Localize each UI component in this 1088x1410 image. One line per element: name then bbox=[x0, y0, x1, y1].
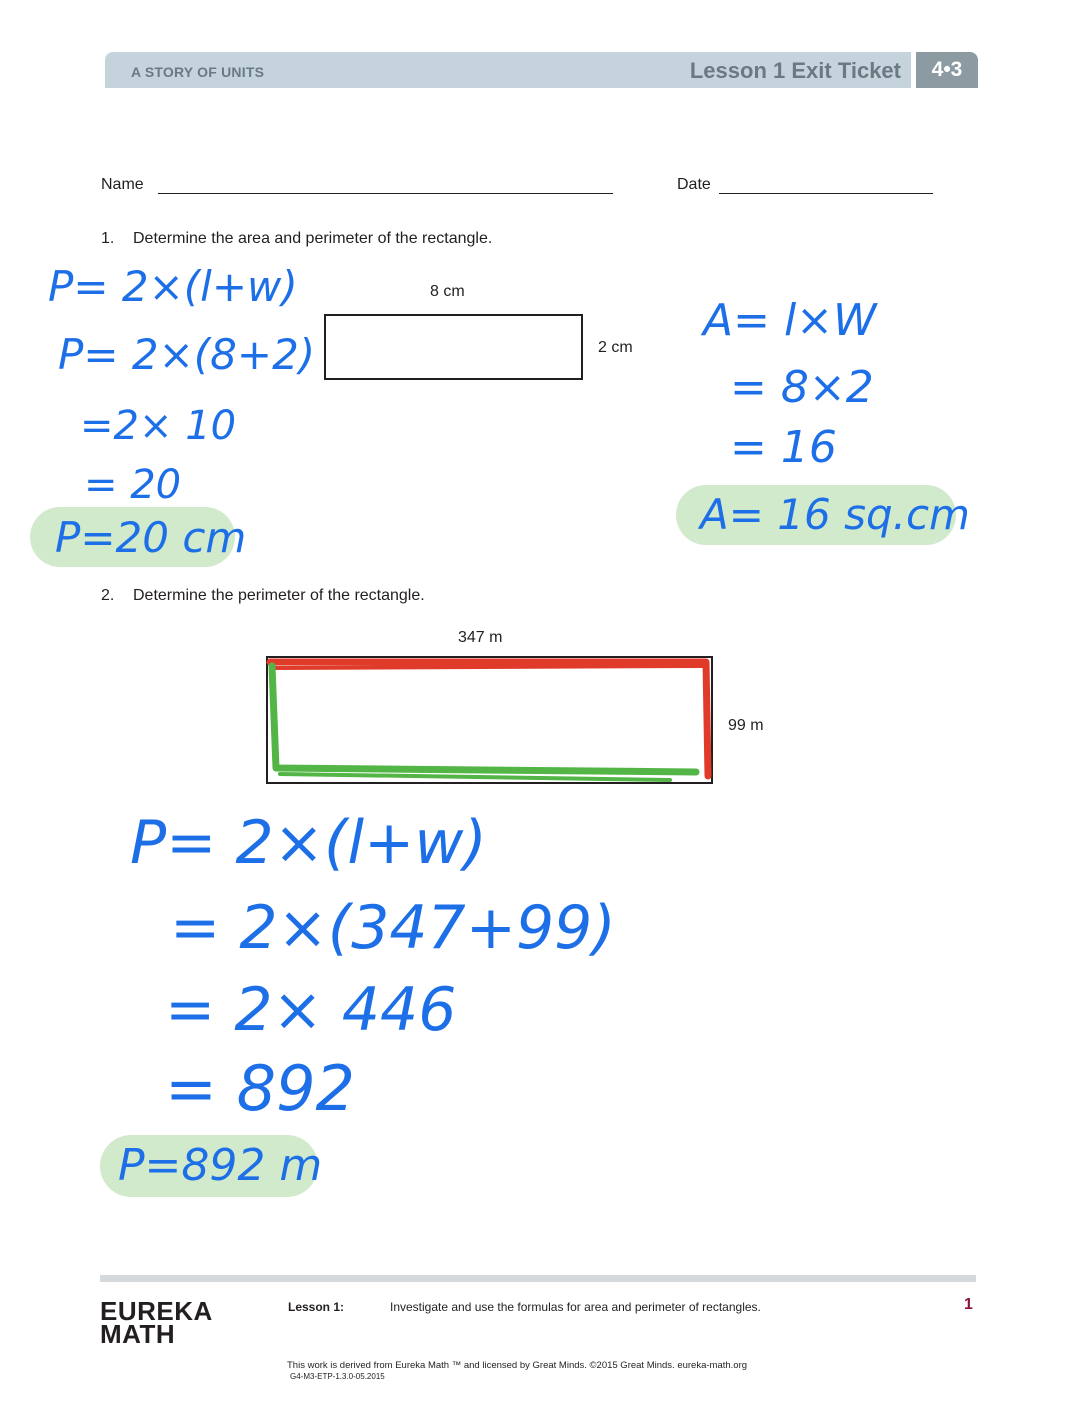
date-label: Date bbox=[677, 176, 711, 193]
license-text: This work is derived from Eureka Math ™ and licensed by Great Minds. ©2015 Great Minds. eureka-math.org bbox=[287, 1360, 748, 1371]
q1-perimeter-step-1: P= 2×(l+w) bbox=[48, 262, 298, 311]
page-number: 1 bbox=[964, 1296, 973, 1313]
q1-width-label: 2 cm bbox=[598, 339, 633, 356]
q2-perimeter-step-2: = 2×(347+99) bbox=[170, 893, 616, 963]
q2-perimeter-answer: P=892 m bbox=[118, 1140, 323, 1191]
q1-area-answer: A= 16 sq.cm bbox=[700, 490, 970, 539]
q1-rectangle bbox=[324, 314, 583, 380]
q1-length-label: 8 cm bbox=[430, 283, 465, 300]
date-field[interactable] bbox=[719, 193, 933, 194]
eureka-math-logo bbox=[100, 1296, 213, 1349]
q2-perimeter-step-3: = 2× 446 bbox=[165, 975, 457, 1045]
grade-badge: 4•3 bbox=[916, 52, 978, 88]
question-1-text: Determine the area and perimeter of the rectangle. bbox=[133, 230, 493, 247]
q1-perimeter-step-3: =2× 10 bbox=[80, 403, 237, 449]
q1-perimeter-step-4: = 20 bbox=[84, 462, 182, 508]
q2-perimeter-step-1: P= 2×(l+w) bbox=[130, 808, 487, 878]
q2-perimeter-step-4: = 892 bbox=[165, 1052, 355, 1125]
question-2-number: 2. bbox=[101, 587, 115, 604]
footer-lesson-description: Investigate and use the formulas for area and perimeter of rectangles. bbox=[390, 1300, 761, 1314]
footer-rule bbox=[100, 1275, 976, 1282]
series-title: A STORY OF UNITS bbox=[131, 64, 265, 80]
q1-area-step-3: = 16 bbox=[730, 422, 837, 473]
q1-perimeter-step-2: P= 2×(8+2) bbox=[58, 330, 316, 379]
footer-lesson-label: Lesson 1: bbox=[288, 1300, 345, 1314]
document-code: G4-M3-ETP-1.3.0-05.2015 bbox=[290, 1372, 385, 1381]
q1-area-step-2: = 8×2 bbox=[730, 362, 874, 413]
q2-width-label: 99 m bbox=[728, 717, 764, 734]
lesson-title: Lesson 1 Exit Ticket bbox=[689, 58, 901, 83]
logo-line-1: EUREKA bbox=[100, 1296, 213, 1326]
q1-area-step-1: A= l×W bbox=[703, 295, 877, 346]
name-field[interactable] bbox=[158, 193, 613, 194]
q2-length-label: 347 m bbox=[458, 629, 503, 646]
name-label: Name bbox=[101, 176, 144, 193]
logo-line-2: MATH bbox=[100, 1319, 176, 1349]
question-2-text: Determine the perimeter of the rectangle. bbox=[133, 587, 425, 604]
question-1-number: 1. bbox=[101, 230, 115, 247]
q2-marker-strokes bbox=[260, 650, 720, 790]
q1-perimeter-answer: P=20 cm bbox=[55, 513, 247, 562]
